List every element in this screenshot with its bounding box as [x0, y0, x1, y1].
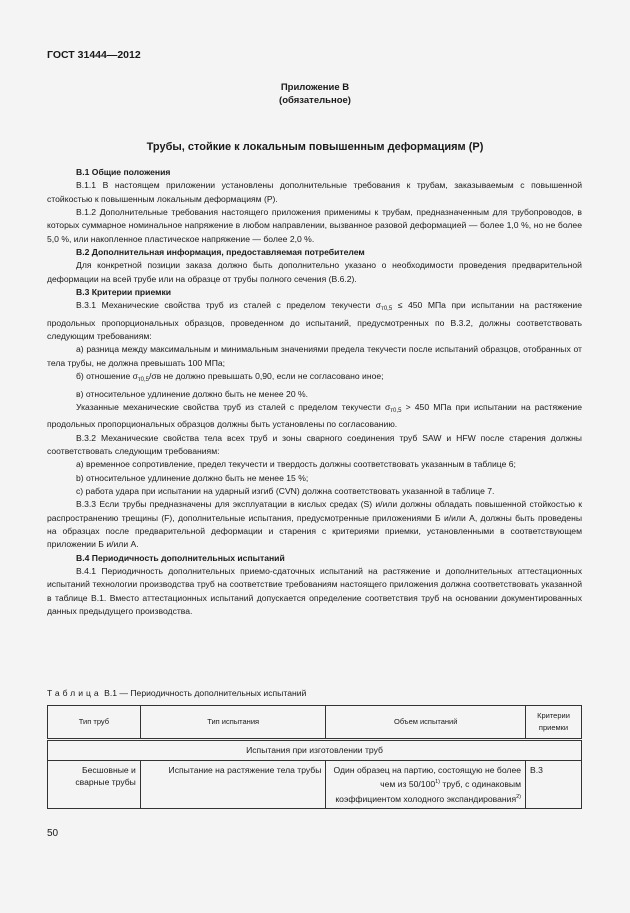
caption-word: Таблица	[47, 688, 102, 698]
text-span: ≤ 450 МПа при испытании на растяжение продольных пропорциональных образцов, проведенном до испытаний, предусмотренных по В.3.2, должны соответствовать следующим требованиям:	[47, 300, 582, 342]
table-cell: Испытание на растяжение тела трубы	[140, 760, 326, 809]
table-header-cell: Тип труб	[48, 706, 141, 740]
table-header-cell: Критерии приемки	[526, 706, 582, 740]
section-heading: В.1 Общие положения	[76, 167, 171, 177]
section-heading: В.2 Дополнительная информация, предоставляемая потребителем	[76, 247, 365, 258]
page-number: 50	[47, 828, 59, 839]
paragraph	[47, 401, 582, 432]
paragraph: В.1.1 В настоящем приложении установлены дополнительные требования к трубам, заказываемым с повышенной стойкостью к повышенным локальным деформациям (Р).	[47, 180, 582, 204]
appendix-status: (обязательное)	[279, 95, 351, 106]
subscript: т0,5	[137, 377, 150, 384]
footnote-mark: 1)	[435, 779, 441, 785]
paragraph	[47, 299, 582, 343]
paragraph: В.4.1 Периодичность дополнительных приемо-сдаточных испытаний на растяжение и дополнительных аттестационных испытаний технологии производства труб на соответствие требованиям настоящего приложения должна соответствовать указанной в таблице В.1. Вместо аттестационных испытаний допускается определение соответствия труб на основании документированных данных предыдущего производства.	[47, 565, 582, 616]
table-cell: В.3	[526, 760, 582, 809]
appendix-title: Приложение В	[280, 82, 350, 93]
section-heading: В.3 Критерии приемки	[76, 287, 172, 298]
table-row	[48, 760, 582, 809]
section-heading: В.4 Периодичность дополнительных испытаний	[76, 552, 285, 563]
table-header-cell: Тип испытания	[140, 706, 326, 740]
standard-header: ГОСТ 31444—2012	[47, 49, 141, 61]
body-text	[47, 166, 582, 618]
main-title: Трубы, стойкие к локальным повышенным деформациям (Р)	[146, 141, 484, 153]
text-span: Указанные механические свойства труб из сталей с пределом текучести σ	[76, 401, 391, 412]
text-span: /σв не должно превышать 0,90, если не согласовано иное;	[149, 371, 384, 382]
list-item: а) разница между максимальным и минимальным значениями предела текучести после испытаний образцов, отобранных от тела трубы, не должна превышать 100 МПа;	[47, 344, 582, 368]
table-cell: Бесшовные и сварные трубы	[48, 760, 141, 809]
table-section-cell: Испытания при изготовлении труб	[48, 740, 582, 761]
list-item: в) относительное удлинение должно быть не менее 20 %.	[76, 388, 309, 399]
paragraph: Для конкретной позиции заказа должно быть дополнительно указано о необходимости проведения предварительной деформации на всей трубе или на образце от трубы полного сечения (В.6.2).	[47, 260, 582, 284]
text-span: Один образец на партию, состоящую не более чем из 50/100	[333, 764, 522, 789]
table-caption	[47, 688, 306, 698]
table-header-cell: Объем испытаний	[326, 706, 526, 740]
table-section-row	[48, 740, 582, 761]
list-item: b) относительное удлинение должно быть не менее 15 %;	[76, 472, 309, 483]
text-span: В.3.1 Механические свойства труб из сталей с пределом текучести σ	[76, 300, 382, 311]
paragraph: В.3.3 Если трубы предназначены для эксплуатации в кислых средах (S) и/или должны обладать повышенной стойкостью к распространению трещины (F), дополнительные испытания, предусмотренные приложениями Б и/или А, должны быть проведены на образцах после предварительной деформации и старения с критериями приемки, установленными в соответствующем приложении Б и/или А.	[47, 499, 582, 550]
text-span: труб, с одинаковым коэффициентом холодного экспандирования	[335, 779, 522, 804]
text-span: > 450 МПа при испытании на растяжение продольных пропорциональных образцов должны быть установлены по согласованию.	[47, 401, 582, 430]
text-span: б) отношение σ	[76, 371, 138, 382]
table-header-row	[48, 706, 582, 740]
table-cell	[326, 760, 526, 809]
subscript: т0,5	[381, 306, 393, 313]
paragraph: В.1.2 Дополнительные требования настоящего приложения применимы к трубам, предназначенным для трубопроводов, в которых суммарное номинальное напряжение в любом направлении, вызванное разовой деформацией — более 1,0 %, но не более 5,0 %, или накопленное пластическое напряжение — более 2,0 %.	[47, 207, 582, 244]
list-item: c) работа удара при испытании на ударный изгиб (CVN) должна соответствовать указанной в таблице 7.	[76, 485, 495, 496]
periodicity-table	[47, 705, 582, 809]
footnote-mark: 2)	[516, 793, 522, 800]
list-item	[47, 370, 582, 387]
subscript: т0,5	[390, 407, 402, 414]
list-item: а) временное сопротивление, предел текучести и твердость должны соответствовать указанным в таблице 6;	[76, 459, 516, 470]
paragraph: В.3.2 Механические свойства тела всех труб и зоны сварного соединения труб SAW и HFW после старения должны соответствовать следующим требованиям:	[47, 432, 582, 456]
caption-text: В.1 — Периодичность дополнительных испытаний	[104, 688, 307, 698]
